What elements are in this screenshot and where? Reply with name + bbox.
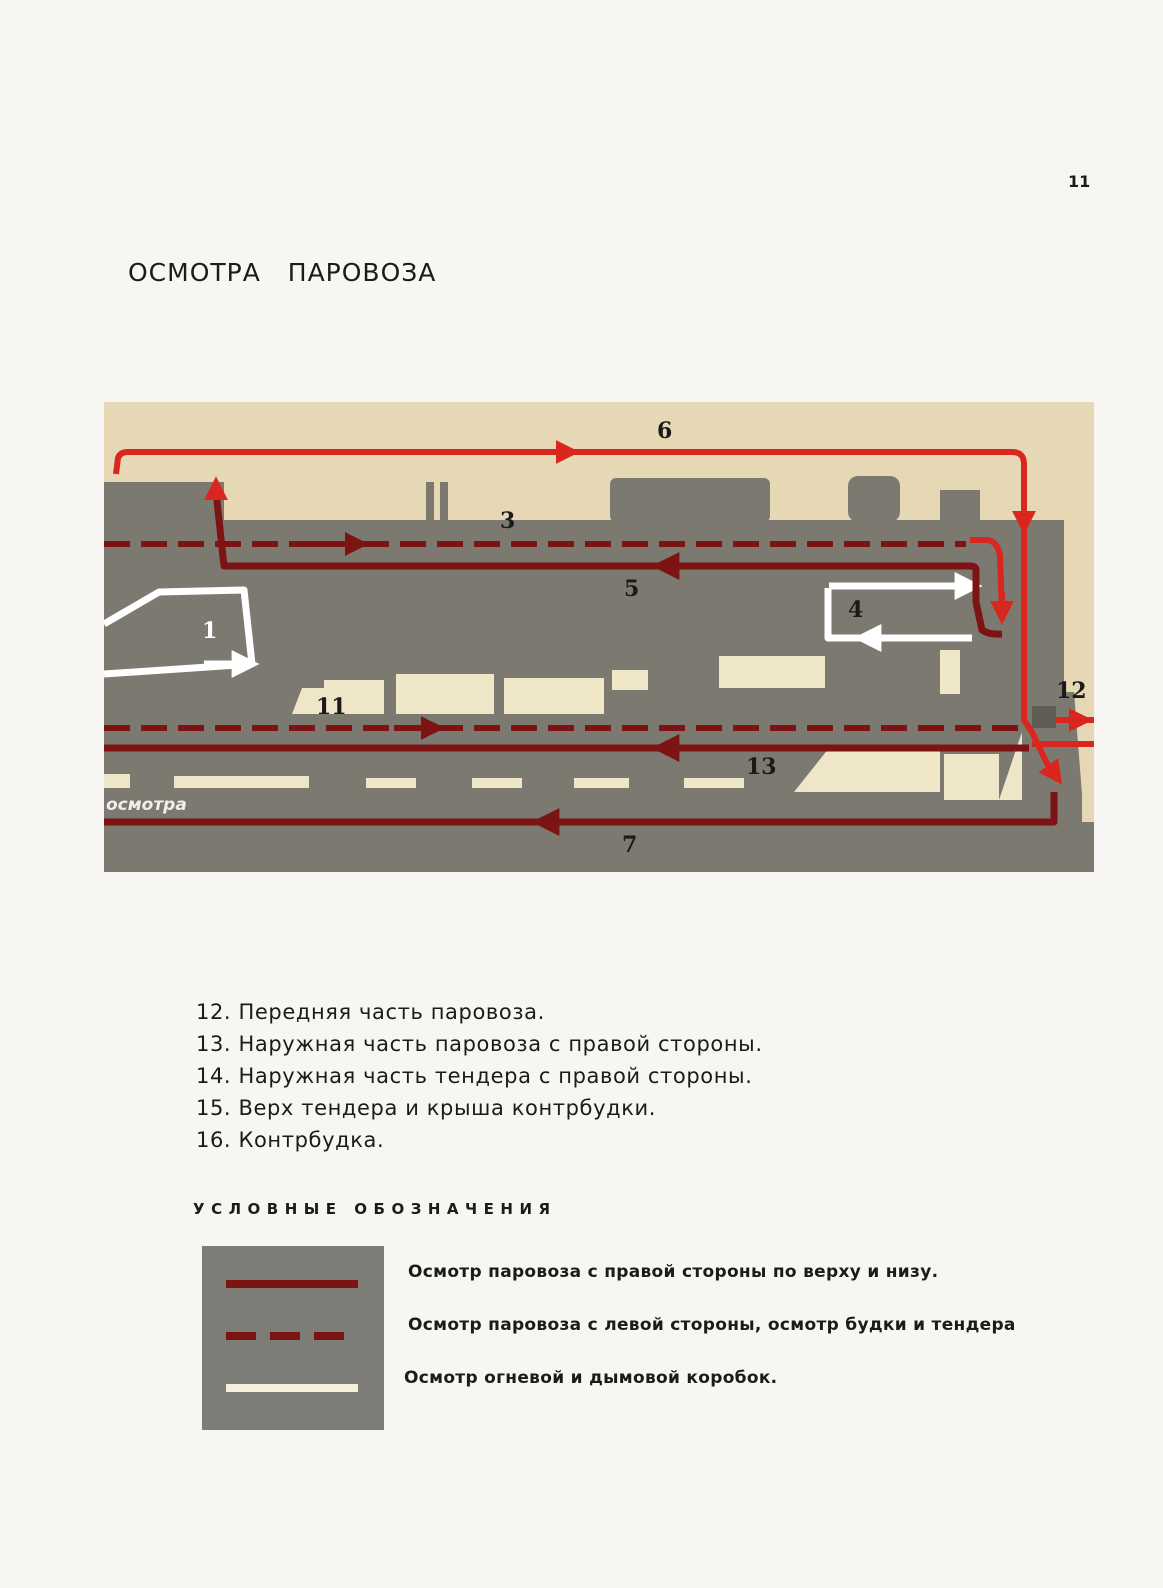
front-buffer xyxy=(1032,706,1056,728)
legend-dashed-red-line xyxy=(226,1332,358,1340)
route-number-3: 3 xyxy=(500,508,516,534)
inspection-label: осмотра xyxy=(106,795,187,815)
inspection-items-list xyxy=(196,996,763,1156)
locomotive-inspection-diagram xyxy=(104,402,1094,872)
diagram-svg xyxy=(104,402,1094,872)
route-number-6: 6 xyxy=(657,418,673,444)
legend-text-firebox: Осмотр огневой и дымовой коробок. xyxy=(404,1368,778,1388)
route-number-7: 7 xyxy=(622,832,638,858)
legend-solid-red-line xyxy=(226,1280,358,1288)
legend-light-line xyxy=(226,1384,358,1392)
page-title: ОСМОТРА ПАРОВОЗА xyxy=(128,258,437,287)
legend-swatch-box xyxy=(202,1246,384,1430)
list-item: 14. Наружная часть тендера с правой стороны. xyxy=(196,1064,753,1088)
list-item: 13. Наружная часть паровоза с правой стороны. xyxy=(196,1032,763,1056)
route-number-4: 4 xyxy=(848,597,864,623)
legend-text-left-side: Осмотр паровоза с левой стороны, осмотр будки и тендера xyxy=(408,1315,1016,1335)
route-number-13: 13 xyxy=(746,754,777,780)
legend-text-right-side: Осмотр паровоза с правой стороны по верху и низу. xyxy=(408,1262,939,1282)
list-item: 16. Контрбудка. xyxy=(196,1128,385,1152)
route-number-1: 1 xyxy=(202,618,218,644)
page-number: 11 xyxy=(1068,172,1091,191)
route-number-11: 11 xyxy=(316,694,347,720)
legend-title: УСЛОВНЫЕ ОБОЗНАЧЕНИЯ xyxy=(193,1200,557,1218)
route-number-12: 12 xyxy=(1056,678,1087,704)
list-item: 15. Верх тендера и крыша контрбудки. xyxy=(196,1096,657,1120)
list-item: 12. Передняя часть паровоза. xyxy=(196,1000,545,1024)
route-number-5: 5 xyxy=(624,576,640,602)
